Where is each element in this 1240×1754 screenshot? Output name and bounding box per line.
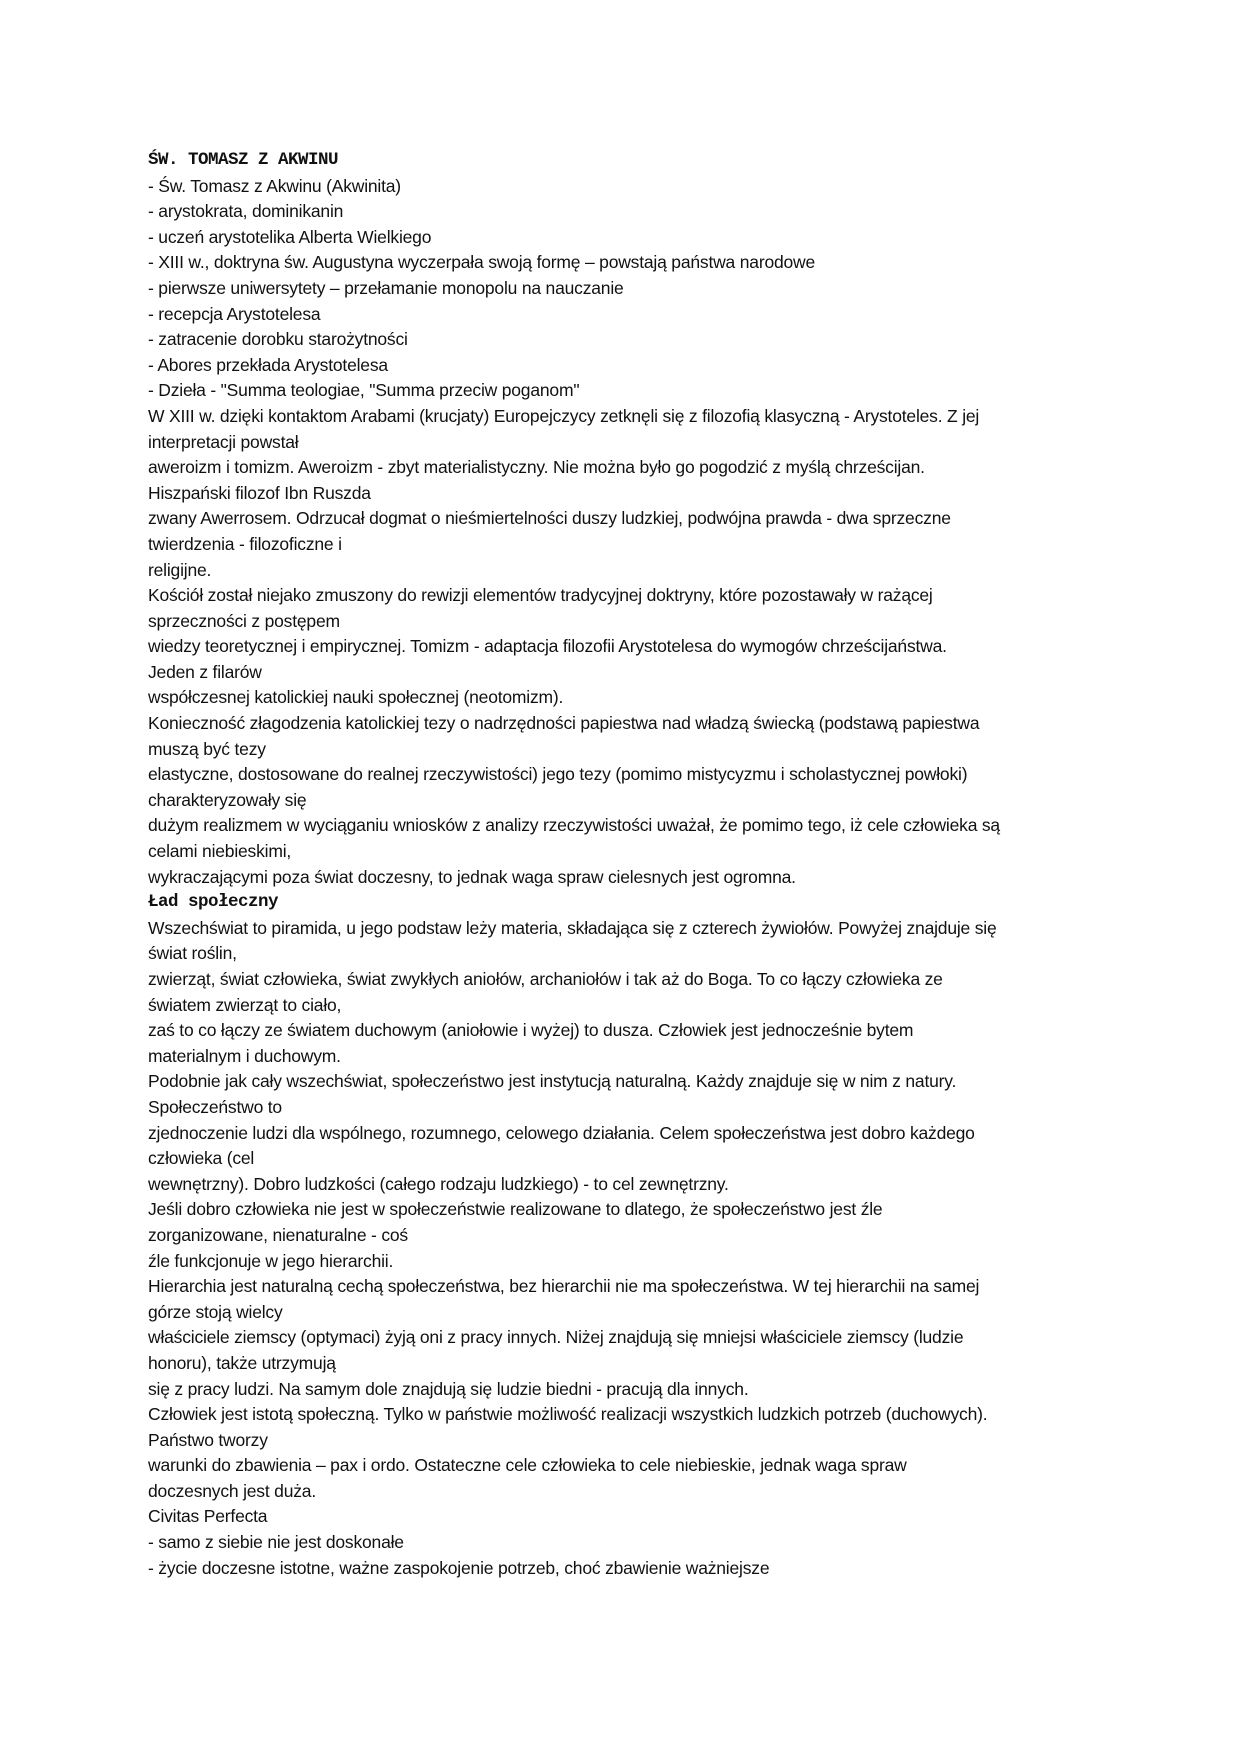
- text-line: wiedzy teoretycznej i empirycznej. Tomizm - adaptacja filozofii Arystotelesa do wymogów chrześcijaństwa.: [148, 636, 947, 657]
- text-line: materialnym i duchowym.: [148, 1045, 341, 1066]
- text-line: Civitas Perfecta: [148, 1506, 268, 1527]
- text-line: Podobnie jak cały wszechświat, społeczeństwo jest instytucją naturalną. Każdy znajduje się w nim z natury.: [148, 1071, 957, 1092]
- text-line: religijne.: [148, 559, 212, 580]
- text-line: Państwo tworzy: [148, 1429, 268, 1450]
- text-line: światem zwierząt to ciało,: [148, 994, 342, 1015]
- text-line: wewnętrzny). Dobro ludzkości (całego rodzaju ludzkiego) - to cel zewnętrzny.: [148, 1173, 729, 1194]
- text-line: muszą być tezy: [148, 738, 266, 759]
- section-heading: Ład społeczny: [148, 892, 279, 913]
- text-line: - życie doczesne istotne, ważne zaspokojenie potrzeb, choć zbawienie ważniejsze: [148, 1557, 770, 1578]
- text-line: świat roślin,: [148, 943, 237, 964]
- text-line: interpretacji powstał: [148, 431, 299, 452]
- text-line: honoru), także utrzymują: [148, 1352, 336, 1373]
- text-line: doczesnych jest duża.: [148, 1480, 316, 1501]
- text-line: - samo z siebie nie jest doskonałe: [148, 1532, 404, 1553]
- text-line: - zatracenie dorobku starożytności: [148, 329, 408, 350]
- text-line: - XIII w., doktryna św. Augustyna wyczerpała swoją formę – powstają państwa narodowe: [148, 252, 816, 273]
- text-line: - arystokrata, dominikanin: [148, 201, 344, 222]
- text-line: elastyczne, dostosowane do realnej rzeczywistości) jego tezy (pomimo mistycyzmu i scholastycznej powłoki): [148, 764, 968, 785]
- text-line: Wszechświat to piramida, u jego podstaw leży materia, składająca się z czterech żywiołów. Powyżej znajduje się: [148, 917, 997, 938]
- text-line: zwierząt, świat człowieka, świat zwykłych aniołów, archaniołów i tak aż do Boga. To co łączy człowieka ze: [148, 969, 943, 989]
- text-line: twierdzenia - filozoficzne i: [148, 533, 342, 554]
- text-line: człowieka (cel: [148, 1148, 255, 1169]
- text-line: sprzeczności z postępem: [148, 610, 340, 631]
- text-line: wykraczającymi poza świat doczesny, to jednak waga spraw cielesnych jest ogromna.: [148, 866, 796, 887]
- text-line: Konieczność złagodzenia katolickiej tezy o nadrzędności papiestwa nad władzą świecką (podstawą papiestwa: [148, 713, 980, 734]
- text-line: Kościół został niejako zmuszony do rewizji elementów tradycyjnej doktryny, które pozostawały w rażącej: [148, 585, 933, 606]
- text-line: zaś to co łączy ze światem duchowym (aniołowie i wyżej) to dusza. Człowiek jest jednocześnie bytem: [148, 1020, 914, 1041]
- text-line: - Abores przekłada Arystotelesa: [148, 354, 388, 375]
- text-line: aweroizm i tomizm. Aweroizm - zbyt materialistyczny. Nie można było go pogodzić z myślą chrześcijan.: [148, 457, 925, 478]
- text-line: współczesnej katolickiej nauki społecznej (neotomizm).: [148, 687, 564, 708]
- document-page: [148, 148, 1098, 1581]
- text-line: zwany Awerrosem. Odrzucał dogmat o nieśmiertelności duszy ludzkiej, podwójna prawda - dwa sprzeczne: [148, 508, 951, 529]
- text-line: właściciele ziemscy (optymaci) żyją oni z pracy innych. Niżej znajdują się mniejsi właściciele ziemscy (ludzie: [148, 1327, 964, 1348]
- text-line: charakteryzowały się: [148, 789, 307, 810]
- text-line: górze stoją wielcy: [148, 1301, 283, 1322]
- document-title: ŚW. TOMASZ Z AKWINU: [148, 150, 339, 170]
- text-line: dużym realizmem w wyciąganiu wniosków z analizy rzeczywistości uważał, że pomimo tego, iż cele człowieka są: [148, 815, 1000, 836]
- text-line: celami niebieskimi,: [148, 841, 292, 862]
- text-line: Hierarchia jest naturalną cechą społeczeństwa, bez hierarchii nie ma społeczeństwa. W tej hierarchii na samej: [148, 1276, 980, 1297]
- text-line: zjednoczenie ludzi dla wspólnego, rozumnego, celowego działania. Celem społeczeństwa jest dobro każdego: [148, 1122, 975, 1143]
- text-line: Jeden z filarów: [148, 661, 262, 682]
- text-line: źle funkcjonuje w jego hierarchii.: [148, 1250, 394, 1271]
- text-line: - Św. Tomasz z Akwinu (Akwinita): [148, 175, 401, 196]
- text-line: Jeśli dobro człowieka nie jest w społeczeństwie realizowane to dlatego, że społeczeństwo jest źle: [148, 1199, 883, 1220]
- text-line: Człowiek jest istotą społeczną. Tylko w państwie możliwość realizacji wszystkich ludzkich potrzeb (duchowych).: [148, 1404, 988, 1425]
- text-line: W XIII w. dzięki kontaktom Arabami (krucjaty) Europejczycy zetknęli się z filozofią klasyczną - Arystoteles. Z jej: [148, 405, 980, 426]
- text-line: Społeczeństwo to: [148, 1096, 282, 1117]
- text-line: zorganizowane, nienaturalne - coś: [148, 1224, 408, 1245]
- text-line: - pierwsze uniwersytety – przełamanie monopolu na nauczanie: [148, 277, 624, 298]
- text-line: - recepcja Arystotelesa: [148, 303, 321, 324]
- text-line: się z pracy ludzi. Na samym dole znajdują się ludzie biedni - pracują dla innych.: [148, 1378, 749, 1399]
- text-line: Hiszpański filozof Ibn Ruszda: [148, 482, 371, 503]
- text-line: - uczeń arystotelika Alberta Wielkiego: [148, 226, 432, 247]
- text-line: - Dzieła - "Summa teologiae, "Summa przeciw poganom": [148, 380, 580, 401]
- text-line: warunki do zbawienia – pax i ordo. Ostateczne cele człowieka to cele niebieskie, jednak waga spraw: [148, 1455, 907, 1476]
